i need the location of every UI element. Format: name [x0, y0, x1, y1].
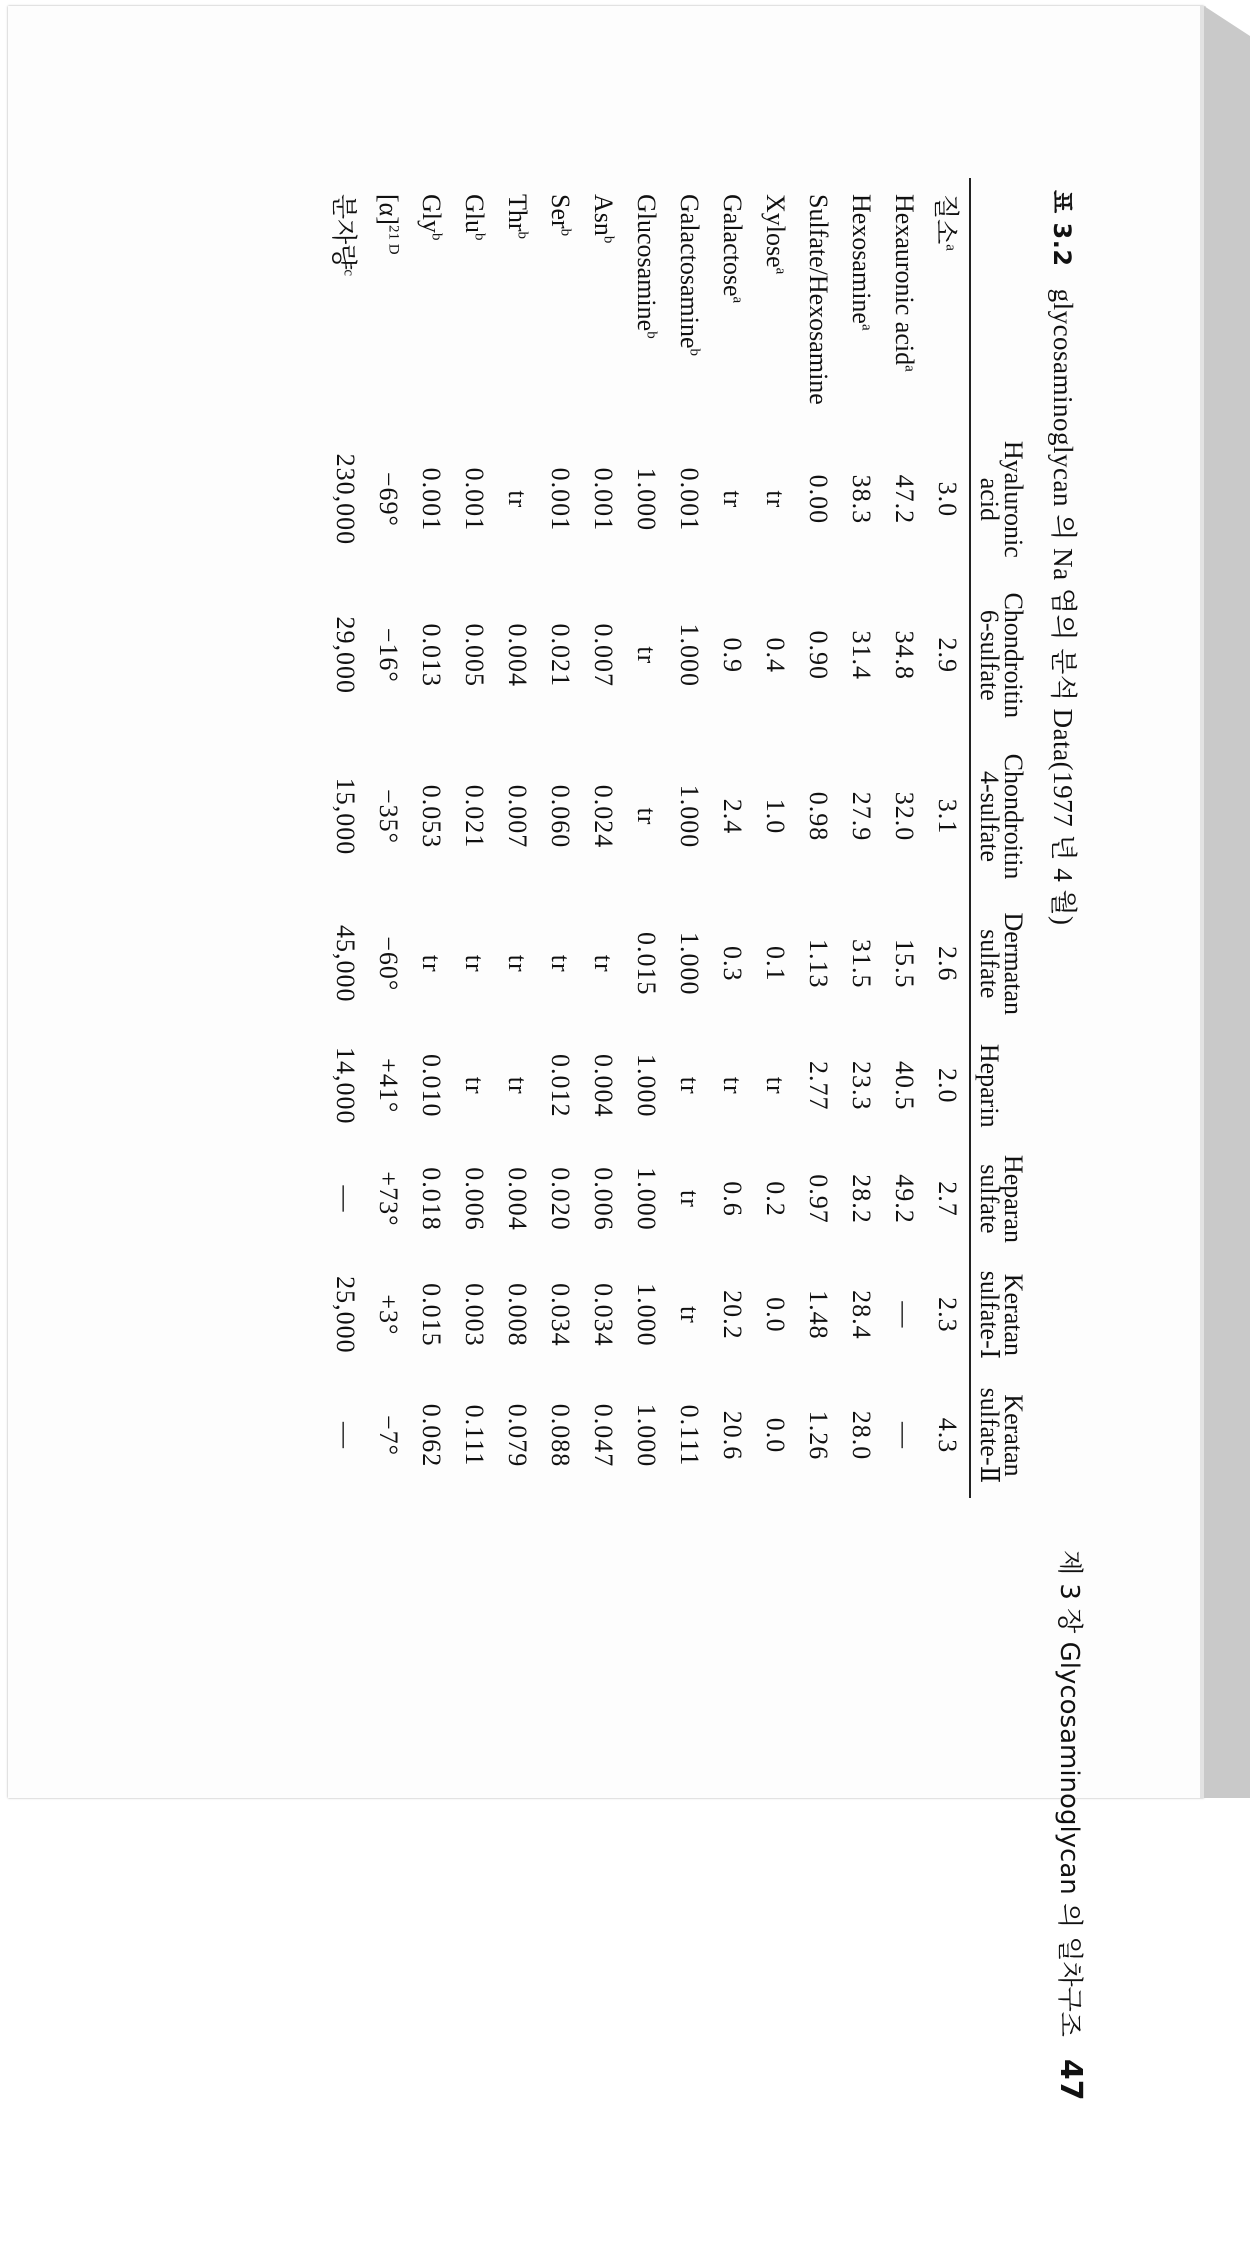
- table-cell: 1.000: [632, 1053, 662, 1118]
- row-label-text: Hexosamine: [847, 194, 877, 324]
- table-cell: 0.9: [718, 637, 748, 674]
- header-row: [970, 178, 1039, 1498]
- table-cell: tr: [503, 490, 533, 509]
- table-row: [582, 178, 625, 1498]
- column-header-line1: Chondroitin: [999, 592, 1028, 719]
- table-cell: 0.0: [761, 1417, 791, 1454]
- column-header-line2: 4-sulfate: [975, 771, 1004, 862]
- table-cell: —: [331, 1185, 361, 1213]
- row-label-text: Glucosamine: [632, 194, 662, 332]
- column-header: [970, 1141, 1039, 1257]
- column-header-line2: 6-sulfate: [975, 609, 1004, 701]
- table-cell: +3°: [374, 1294, 404, 1336]
- table-cell: 1.000: [632, 1167, 662, 1231]
- table-cell: 1.13: [804, 939, 834, 989]
- row-label-superscript: b: [429, 233, 446, 241]
- table-cell: −35°: [374, 788, 404, 845]
- table-cell: tr: [460, 1076, 490, 1095]
- table-cell: 0.079: [503, 1403, 533, 1468]
- rotated-table-block: [185, 160, 1085, 1530]
- table-cell: 15,000: [331, 777, 361, 856]
- table-cell: 1.0: [761, 798, 791, 835]
- column-header-line1: Keratan: [999, 1394, 1028, 1477]
- row-label-text: Galactose: [718, 194, 748, 297]
- row-label: [324, 178, 367, 424]
- table-cell: 1.000: [675, 784, 705, 849]
- table-cell: +41°: [374, 1058, 404, 1114]
- row-label-superscript: b: [687, 348, 704, 356]
- column-header: [970, 1373, 1039, 1498]
- table-cell: 0.001: [546, 467, 576, 532]
- column-header: [970, 897, 1039, 1030]
- table-cell: 34.8: [890, 630, 920, 681]
- table-row: [539, 178, 582, 1498]
- row-label: [539, 178, 582, 424]
- row-label: [711, 178, 754, 424]
- table-cell: 2.0: [933, 1067, 963, 1104]
- table-row: [926, 178, 970, 1498]
- table-cell: 2.9: [933, 637, 963, 674]
- row-label: [453, 178, 496, 424]
- table-cell: 0.001: [675, 467, 705, 532]
- table-row: [711, 178, 754, 1498]
- table-cell: 20.6: [718, 1410, 748, 1461]
- table-cell: tr: [632, 807, 662, 826]
- row-label-superscript: b: [515, 231, 532, 240]
- row-label: [840, 178, 883, 424]
- chapter-title: 제 3 장 Glycosaminoglycan 의 일차구조: [1054, 1550, 1084, 2037]
- table-cell: 15.5: [890, 939, 920, 989]
- table-row: [883, 178, 926, 1498]
- table-cell: tr: [503, 954, 533, 973]
- table-cell: tr: [761, 490, 791, 509]
- table-cell: 0.4: [761, 637, 791, 674]
- table-cell: tr: [503, 1076, 533, 1095]
- table-cell: 28.0: [847, 1410, 877, 1461]
- table-cell: 25,000: [331, 1276, 361, 1354]
- table-cell: 29,000: [331, 616, 361, 695]
- table-row: [625, 178, 668, 1498]
- table-cell: 0.007: [503, 784, 533, 849]
- table-cell: 28.2: [847, 1174, 877, 1224]
- table-cell: 20.2: [718, 1290, 748, 1340]
- table-cell: 0.6: [718, 1181, 748, 1217]
- row-label-superscript: a: [773, 267, 790, 275]
- column-header: [970, 575, 1039, 736]
- table-cell: 0.00: [804, 474, 834, 525]
- table-row: [453, 178, 496, 1498]
- row-label-text: Sulfate/Hexosamine: [804, 194, 834, 405]
- table-cell: 1.000: [675, 623, 705, 688]
- table-cell: 230,000: [331, 453, 361, 546]
- table-cell: 0.007: [589, 623, 619, 688]
- column-header-line1: Keratan: [999, 1273, 1028, 1357]
- table-cell: 0.021: [460, 784, 490, 849]
- table-cell: tr: [589, 954, 619, 973]
- table-cell: 0.0: [761, 1297, 791, 1333]
- table-cell: −7°: [374, 1414, 404, 1456]
- table-cell: 31.5: [847, 939, 877, 989]
- column-header-line1: Heparan: [999, 1154, 1028, 1243]
- table-cell: 0.004: [503, 1167, 533, 1231]
- table-cell: 0.034: [546, 1283, 576, 1347]
- table-cell: 14,000: [331, 1046, 361, 1125]
- row-label-superscript: b: [601, 235, 618, 244]
- table-cell: 0.001: [460, 467, 490, 532]
- table-cell: 32.0: [890, 791, 920, 842]
- column-header-line1: Hyaluronic: [999, 440, 1028, 558]
- table-cell: —: [331, 1421, 361, 1449]
- column-header-line2: sulfate-Ⅱ: [975, 1387, 1004, 1484]
- table-cell: tr: [761, 1076, 791, 1095]
- column-header-line1: Heparin: [975, 1043, 1004, 1128]
- column-header: [970, 1257, 1039, 1373]
- table-cell: tr: [632, 646, 662, 665]
- table-cell: 0.98: [804, 791, 834, 842]
- row-header-corner: [970, 178, 1039, 424]
- table-cell: 0.020: [546, 1167, 576, 1231]
- row-label: [367, 178, 410, 424]
- table-row: [754, 178, 797, 1498]
- column-header-line1: Chondroitin: [999, 753, 1028, 880]
- column-header: [970, 1030, 1039, 1141]
- table-cell: 0.003: [460, 1283, 490, 1347]
- row-label-text: Ser: [546, 194, 576, 229]
- table-cell: 0.005: [460, 623, 490, 688]
- table-cell: 0.97: [804, 1174, 834, 1224]
- column-header: [970, 736, 1039, 897]
- table-cell: 45,000: [331, 925, 361, 1003]
- table-row: [797, 178, 840, 1498]
- table-cell: 0.001: [589, 467, 619, 532]
- table-cell: —: [890, 1301, 920, 1329]
- table-cell: 0.3: [718, 946, 748, 982]
- table-cell: tr: [718, 1076, 748, 1095]
- table-title: glycosaminoglycan 의 Na 염의 분석 Data(1977 년 4 월): [1048, 288, 1078, 926]
- row-label-text: Asn: [589, 194, 619, 236]
- table-cell: —: [890, 1421, 920, 1449]
- table-cell: −16°: [374, 627, 404, 683]
- table-cell: 0.008: [503, 1283, 533, 1347]
- column-header-line2: sulfate: [975, 1164, 1004, 1234]
- table-cell: +73°: [374, 1171, 404, 1227]
- column-header-line1: Dermatan: [999, 912, 1028, 1015]
- table-cell: 1.26: [804, 1410, 834, 1461]
- table-cell: 23.3: [847, 1060, 877, 1111]
- table-cell: 1.000: [675, 932, 705, 996]
- row-label-superscript: a: [942, 244, 959, 251]
- table-cell: 0.012: [546, 1053, 576, 1118]
- row-label: [883, 178, 926, 424]
- row-label-text: Galactosamine: [675, 194, 705, 349]
- table-cell: 0.111: [460, 1404, 490, 1467]
- table-cell: 4.3: [933, 1417, 963, 1454]
- row-label: [797, 178, 840, 424]
- table-cell: 31.4: [847, 630, 877, 681]
- column-header-line2: sulfate: [975, 929, 1004, 999]
- table-cell: 2.4: [718, 798, 748, 835]
- table-cell: 1.000: [632, 467, 662, 532]
- table-cell: 1.000: [632, 1283, 662, 1347]
- row-label-text: [α]: [374, 194, 404, 225]
- row-label: [926, 178, 970, 424]
- table-cell: 0.088: [546, 1403, 576, 1468]
- table-cell: 0.021: [546, 623, 576, 688]
- table-cell: tr: [460, 954, 490, 973]
- table-cell: 0.2: [761, 1181, 791, 1217]
- table-cell: 0.047: [589, 1403, 619, 1468]
- row-label: [668, 178, 711, 424]
- table-cell: tr: [675, 1305, 705, 1324]
- running-footer: [1050, 1550, 1090, 2250]
- table-cell: 47.2: [890, 474, 920, 525]
- page-edge-shadow: [1204, 6, 1250, 1798]
- table-cell: tr: [417, 954, 447, 973]
- table-row: [496, 178, 539, 1498]
- table-row: [410, 178, 453, 1498]
- table-cell: 0.004: [503, 623, 533, 688]
- table-cell: 0.034: [589, 1283, 619, 1347]
- row-label-text: 분자량: [329, 194, 358, 270]
- table-cell: 27.9: [847, 791, 877, 842]
- table-cell: 0.010: [417, 1053, 447, 1118]
- table-cell: 2.3: [933, 1297, 963, 1333]
- row-label-text: 질소: [931, 194, 960, 245]
- table-cell: −60°: [374, 936, 404, 992]
- table-cell: 0.006: [460, 1167, 490, 1231]
- table-body: [324, 178, 970, 1498]
- table-cell: 1.000: [632, 1403, 662, 1468]
- table-row: [840, 178, 883, 1498]
- table-cell: 3.0: [933, 481, 963, 518]
- table-cell: 0.1: [761, 946, 791, 982]
- table-cell: 1.48: [804, 1290, 834, 1340]
- table-row: [668, 178, 711, 1498]
- row-label-superscript: 21 D: [386, 224, 403, 255]
- table-cell: −69°: [374, 471, 404, 527]
- row-label: [582, 178, 625, 424]
- column-header-line2: acid: [975, 477, 1004, 521]
- table-cell: 38.3: [847, 474, 877, 525]
- table-row: [324, 178, 367, 1498]
- table-cell: 0.90: [804, 630, 834, 681]
- table-cell: 0.018: [417, 1167, 447, 1231]
- table-cell: 3.1: [933, 798, 963, 835]
- table-cell: 0.006: [589, 1167, 619, 1231]
- table-cell: 49.2: [890, 1174, 920, 1224]
- table-cell: tr: [675, 1076, 705, 1095]
- row-label-text: Glu: [460, 194, 490, 233]
- row-label-superscript: a: [730, 296, 747, 304]
- table-number: 표 3.2: [1048, 190, 1076, 267]
- table-cell: tr: [546, 954, 576, 973]
- row-label-text: Xylose: [761, 194, 791, 268]
- row-label-superscript: a: [902, 365, 919, 372]
- table-cell: 0.060: [546, 784, 576, 849]
- analysis-table: [324, 178, 1039, 1498]
- table-cell: 0.024: [589, 784, 619, 849]
- table-cell: tr: [675, 1190, 705, 1208]
- column-header: [970, 424, 1039, 575]
- row-label-text: Thr: [503, 194, 533, 232]
- row-label: [625, 178, 668, 424]
- table-cell: 0.004: [589, 1053, 619, 1118]
- table-cell: tr: [718, 490, 748, 509]
- table-cell: 28.4: [847, 1290, 877, 1340]
- table-row: [367, 178, 410, 1498]
- table-cell: 2.6: [933, 946, 963, 982]
- table-cell: 2.77: [804, 1060, 834, 1111]
- table-cell: 0.015: [417, 1283, 447, 1347]
- row-label-superscript: b: [558, 228, 575, 237]
- row-label: [410, 178, 453, 424]
- row-label-superscript: b: [472, 233, 489, 241]
- table-cell: 40.5: [890, 1060, 920, 1111]
- table-cell: 0.111: [675, 1404, 705, 1467]
- row-label: [496, 178, 539, 424]
- table-cell: 0.062: [417, 1403, 447, 1468]
- table-cell: 0.013: [417, 623, 447, 688]
- table-cell: 0.015: [632, 932, 662, 996]
- row-label-superscript: b: [644, 331, 661, 339]
- row-label-superscript: a: [859, 323, 876, 331]
- table-cell: 2.7: [933, 1181, 963, 1217]
- row-label-superscript: c: [340, 269, 357, 277]
- column-header-line2: sulfate-Ⅰ: [975, 1270, 1004, 1360]
- row-label: [754, 178, 797, 424]
- table-cell: 0.053: [417, 784, 447, 849]
- row-label-text: Hexauronic acid: [890, 194, 920, 366]
- table-cell: 0.001: [417, 467, 447, 532]
- row-label-text: Gly: [417, 194, 447, 233]
- table-caption: [1046, 190, 1085, 926]
- page-number: 47: [1053, 2058, 1088, 2101]
